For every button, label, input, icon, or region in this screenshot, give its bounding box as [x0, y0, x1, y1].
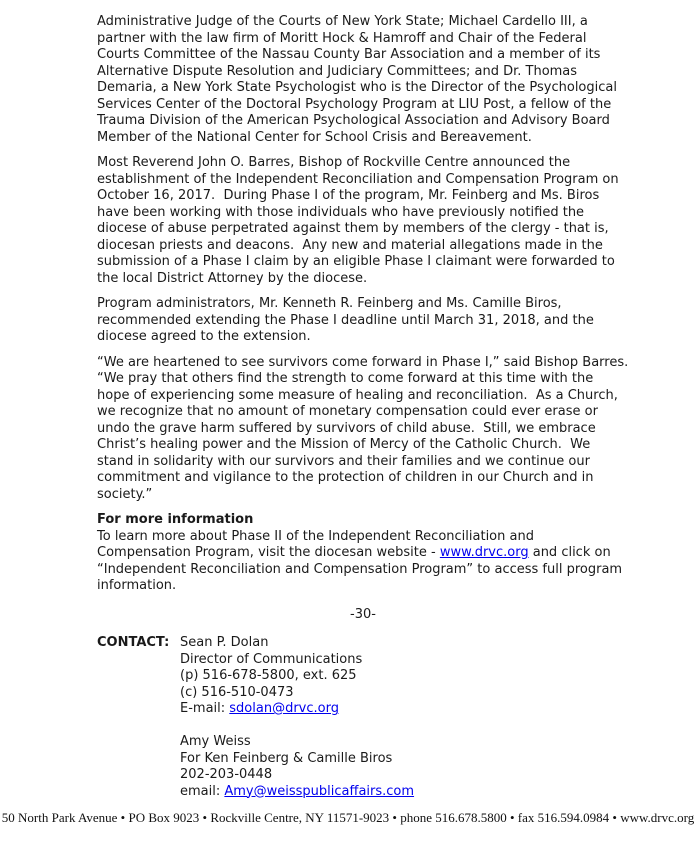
paragraph-judges-bios: Administrative Judge of the Courts of New York State; Michael Cardello III, a partner with the law firm of Moritt Hock & Hamroff and Chair of the Federal Courts Committee of the Nassau County Bar Association and a member of its Alternative Dispute Resolution and Judiciary Committees; and Dr. Thomas Demaria, a New York State Psychologist who is the Director of the Psychological Services Center of the Doctoral Psychology Program at LIU Post, a fellow of the Trauma Division of the American Psychological Association and Advisory Board Member of the National Center for School Crisis and Bereavement.: [97, 14, 622, 145]
contact-secondary-name: Amy Weiss: [180, 734, 251, 749]
contact-gap: [180, 718, 414, 735]
contact-secondary-email-link[interactable]: Amy@weisspublicaffairs.com: [224, 783, 415, 799]
contact-primary-cell: (c) 516-510-0473: [180, 684, 294, 700]
end-mark: -30-: [350, 606, 376, 622]
contact-secondary-phone: 202-203-0448: [180, 767, 273, 782]
paragraph-deadline-extension: Program administrators, Mr. Kenneth R. Feinberg and Ms. Camille Biros, recommended extending the Phase I deadline until March 31, 2018, and the diocese agreed to the extension.: [97, 296, 598, 344]
paragraph-program-announcement: Most Reverend John O. Barres, Bishop of Rockville Centre announced the establishment of the Independent Reconciliation and Compensation Program on October 16, 2017. During Phase I of the program, Mr. Feinberg and Ms. Biros have been working with those individuals who have previously notified the diocese of abuse perpetrated against them by members of the clergy - that is, diocesan priests and deacons. Any new and material allegations made in the submission of a Phase I claim by an eligible Phase I claimant were forwarded to the local District Attorney by the diocese.: [97, 155, 623, 286]
more-info-text-after: and click on “Independent Reconciliation and Compensation Program” to access full program information.: [97, 545, 627, 593]
paragraph-bishop-quote: “We are heartened to see survivors come forward in Phase I,” said Bishop Barres. “We pray that others find the strength to come forward at this time with the hope of experiencing some measure of healing and reconciliation. As a Church, we recognize that no amount of monetary compensation could ever erase or undo the grave harm suffered by survivors of child abuse. Still, we embrace Christ’s healing power and the Mission of Mercy of the Catholic Church. We stand in solidarity with our survivors and their families and we continue our commitment and vigilance to the protection of children in our Church and in society.”: [97, 354, 633, 502]
contact-secondary-for: For Ken Feinberg & Camille Biros: [180, 750, 393, 766]
document-body: [97, 14, 633, 800]
more-info-text-before: To learn more about Phase II of the Independent Reconciliation and Compensation Program, visit the diocesan website -: [97, 528, 539, 560]
contact-primary-email-label: E-mail:: [180, 701, 230, 716]
drvc-website-link[interactable]: www.drvc.org: [439, 545, 529, 560]
contact-secondary-email-line: [180, 784, 414, 801]
paragraph-more-info: [97, 529, 629, 595]
contact-block: [97, 635, 629, 800]
contact-primary-name: Sean P. Dolan: [180, 635, 269, 650]
contact-primary-email-line: [180, 701, 414, 718]
footer-address: 50 North Park Avenue • PO Box 9023 • Rockville Centre, NY 11571-9023 • phone 516.678.5800 • fax 516.594.0984 • www.drvc.org: [1, 810, 695, 825]
contact-label: CONTACT:: [97, 635, 170, 650]
contact-details: [180, 635, 414, 800]
contact-primary-title: Director of Communications: [180, 651, 363, 667]
contact-primary-phone: (p) 516-678-5800, ext. 625: [180, 668, 357, 683]
contact-secondary-email-label: email:: [180, 783, 225, 799]
contact-primary-email-link[interactable]: sdolan@drvc.org: [229, 701, 339, 716]
more-info-heading: For more information: [97, 512, 254, 527]
